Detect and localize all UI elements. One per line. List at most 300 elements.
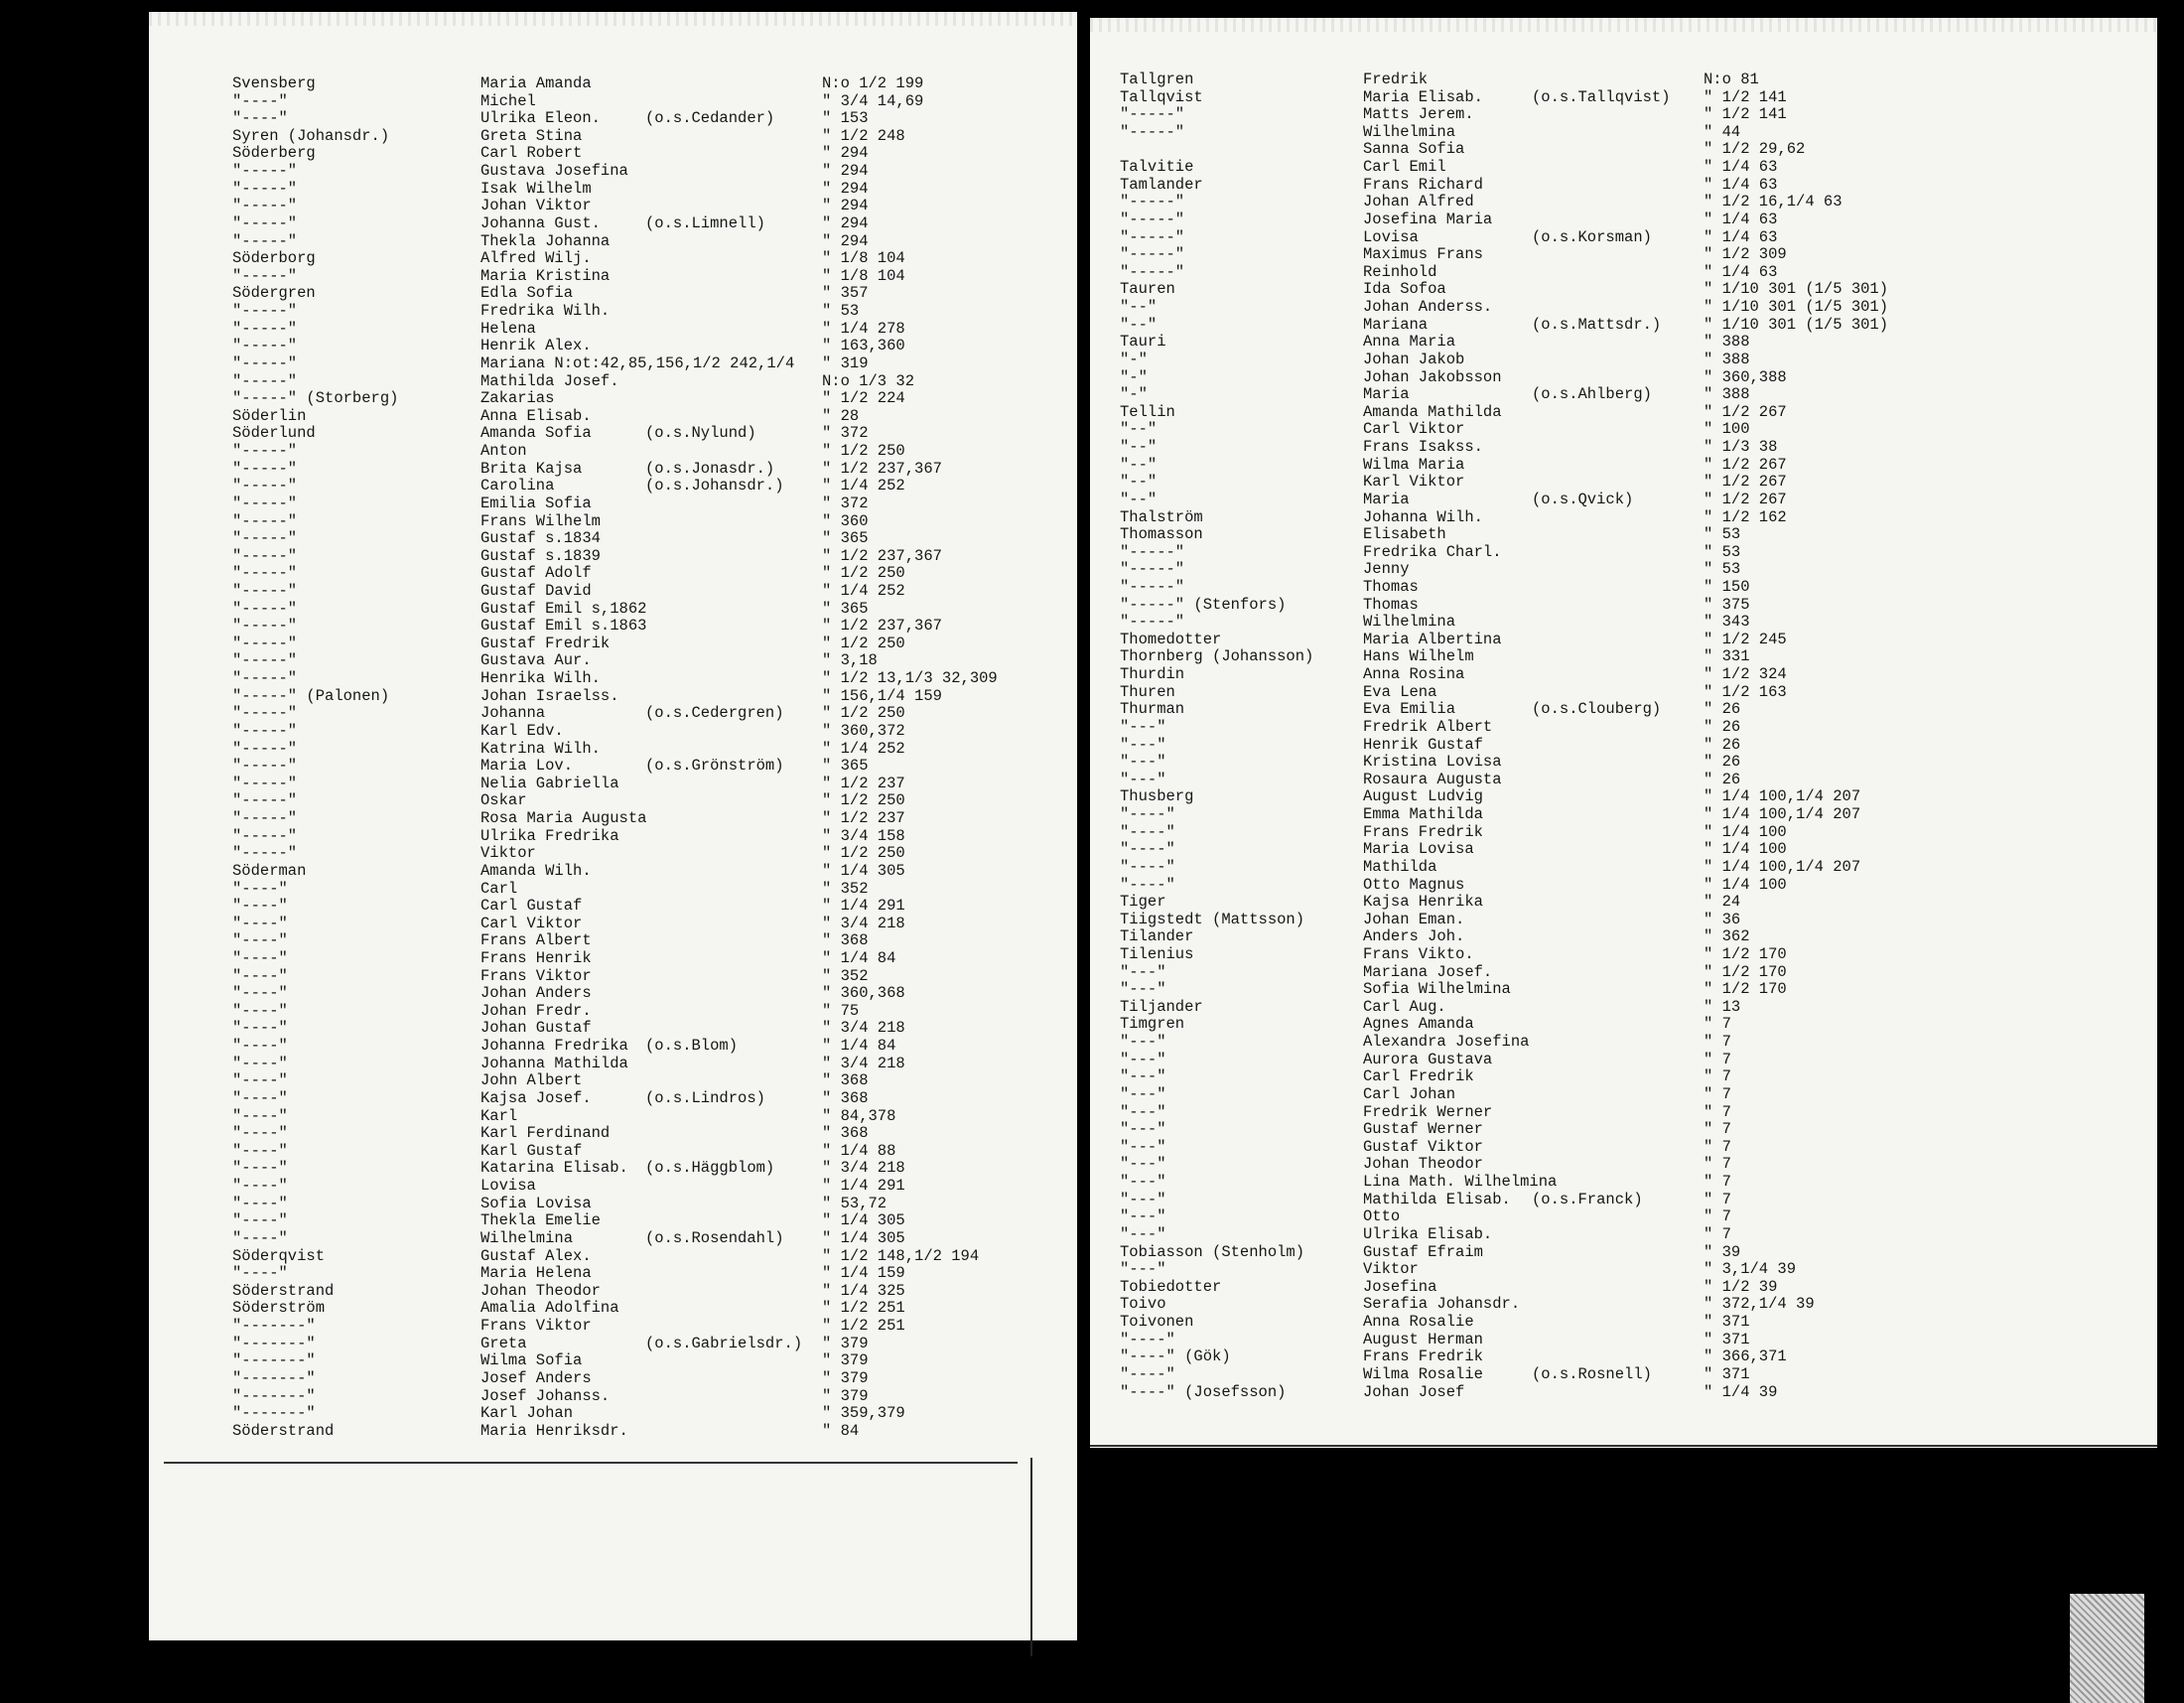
entry-given-name: Hans Wilhelm: [1363, 647, 1474, 666]
entry-given-name: Viktor: [1363, 1260, 1419, 1279]
entry-reference: " 343: [1704, 613, 1750, 632]
register-entry: [1090, 317, 2157, 335]
entry-note: (o.s.Rosnell): [1532, 1364, 1652, 1383]
entry-reference: N:o 81: [1704, 71, 1759, 88]
entry-surname: "---": [1120, 1224, 1166, 1243]
entry-surname: "-----": [1120, 542, 1185, 561]
entry-note: (o.s.Ahlberg): [1532, 385, 1652, 404]
register-entry: [1090, 981, 2157, 999]
entry-surname: "----": [232, 1228, 288, 1247]
register-entry: [149, 916, 1077, 933]
entry-surname: "---": [1120, 1120, 1166, 1139]
entry-surname: "-----": [232, 459, 298, 478]
entry-surname: Talvitie: [1120, 158, 1194, 177]
register-entry: [1090, 1332, 2157, 1349]
entry-reference: " 7: [1704, 1084, 1731, 1103]
register-entry: [1090, 106, 2157, 124]
entry-reference: " 1/2 170: [1704, 962, 1787, 981]
scan-edge-line: [1030, 1458, 1032, 1656]
entry-surname: "-----": [232, 179, 298, 198]
register-entry: [1090, 212, 2157, 229]
entry-reference: " 1/4 100,1/4 207: [1704, 787, 1861, 806]
entry-reference: " 1/4 39: [1704, 1382, 1778, 1401]
register-entry: [1090, 1052, 2157, 1069]
entry-surname: Tobiedotter: [1120, 1277, 1222, 1296]
entry-reference: " 1/2 309: [1704, 245, 1787, 264]
entry-note: (o.s.Tallqvist): [1532, 87, 1671, 106]
entry-given-name: Lovisa: [480, 1177, 536, 1196]
entry-given-name: Karl Viktor: [1363, 473, 1465, 492]
register-entry: [149, 1143, 1077, 1161]
register-entry: [1090, 1034, 2157, 1052]
register-entry: [1090, 124, 2157, 142]
entry-reference: " 1/2 237: [822, 774, 905, 792]
entry-given-name: Maximus Frans: [1363, 245, 1483, 264]
register-entry: [149, 776, 1077, 793]
register-entry: [149, 1388, 1077, 1406]
entry-reference: " 3,1/4 39: [1704, 1260, 1797, 1279]
entry-surname: "---": [1120, 753, 1166, 772]
register-entry: [1090, 509, 2157, 527]
entry-note: (o.s.Blom): [645, 1037, 739, 1056]
entry-given-name: Gustaf s.1839: [480, 546, 601, 565]
entry-given-name: Rosa Maria Augusta: [480, 809, 647, 828]
register-entry: [1090, 841, 2157, 859]
entry-note: (o.s.Rosendahl): [645, 1228, 784, 1247]
entry-given-name: Frans Viktor: [480, 1317, 592, 1336]
entry-surname: "-----": [232, 162, 298, 181]
entry-reference: " 1/4 291: [822, 1177, 905, 1196]
entry-surname: "---": [1120, 962, 1166, 981]
entry-given-name: Carl Johan: [1363, 1084, 1456, 1103]
register-entry: [1090, 1279, 2157, 1297]
register-entry: [149, 636, 1077, 653]
entry-given-name: Anders Joh.: [1363, 927, 1465, 946]
entry-reference: " 1/2 148,1/2 194: [822, 1246, 980, 1265]
register-entry: [149, 1336, 1077, 1353]
entry-surname: Söderstrand: [232, 1281, 335, 1300]
entry-given-name: Karl Ferdinand: [480, 1124, 611, 1143]
entry-reference: " 1/2 267: [1704, 490, 1787, 508]
entry-surname: "---": [1120, 1207, 1166, 1226]
entry-reference: " 39: [1704, 1242, 1741, 1261]
entry-reference: " 372: [822, 494, 869, 512]
register-entry: [149, 443, 1077, 461]
entry-note: (o.s.Franck): [1532, 1190, 1643, 1208]
entry-reference: " 1/2 267: [1704, 473, 1787, 492]
entry-reference: " 3/4 14,69: [822, 91, 924, 110]
entry-reference: " 53: [822, 302, 860, 321]
entry-surname: Thurdin: [1120, 665, 1185, 684]
entry-reference: " 372: [822, 424, 869, 443]
register-entry: [149, 1248, 1077, 1266]
entry-given-name: Thomas: [1363, 595, 1419, 614]
register-list-left: [149, 12, 1077, 1640]
entry-surname: "-----" (Stenfors): [1120, 595, 1287, 614]
register-entry: [149, 181, 1077, 199]
entry-reference: " 24: [1704, 893, 1741, 912]
entry-surname: "-------": [232, 1351, 316, 1370]
entry-reference: " 371: [1704, 1313, 1750, 1332]
entry-given-name: Aurora Gustava: [1363, 1050, 1493, 1068]
entry-surname: Thurman: [1120, 700, 1185, 719]
entry-given-name: Anna Elisab.: [480, 406, 592, 425]
entry-surname: "-----": [232, 809, 298, 828]
entry-reference: " 1/4 305: [822, 861, 905, 880]
register-entry: [1090, 1192, 2157, 1209]
register-entry: [149, 881, 1077, 899]
register-entry: [149, 1108, 1077, 1126]
entry-given-name: Amanda Wilh.: [480, 861, 592, 880]
entry-note: (o.s.Lindros): [645, 1088, 765, 1107]
register-entry: [1090, 946, 2157, 964]
entry-reference: " 1/2 237: [822, 809, 905, 828]
entry-given-name: Carolina: [480, 477, 555, 496]
register-entry: [1090, 1104, 2157, 1122]
register-entry: [149, 1212, 1077, 1230]
entry-given-name: August Herman: [1363, 1330, 1483, 1348]
entry-reference: " 1/2 251: [822, 1299, 905, 1318]
register-entry: [1090, 369, 2157, 387]
entry-reference: " 1/4 88: [822, 1141, 896, 1160]
entry-given-name: Anna Maria: [1363, 333, 1456, 352]
entry-given-name: Mathilda: [1363, 857, 1437, 876]
entry-surname: "-------": [232, 1334, 316, 1352]
entry-given-name: Mariana Josef.: [1363, 962, 1493, 981]
entry-given-name: Mariana N:ot:42,85,156,1/2 242,1/4: [480, 354, 795, 372]
entry-surname: Tauren: [1120, 280, 1175, 299]
register-entry: [149, 285, 1077, 303]
register-entry: [149, 652, 1077, 670]
entry-given-name: Katarina Elisab.: [480, 1159, 628, 1178]
entry-surname: "----": [232, 1194, 288, 1212]
register-entry: [1090, 912, 2157, 929]
entry-given-name: Matts Jerem.: [1363, 105, 1474, 124]
entry-reference: " 1/8 104: [822, 249, 905, 268]
entry-surname: "----": [232, 91, 288, 110]
register-entry: [1090, 772, 2157, 789]
entry-surname: "-----": [1120, 613, 1185, 632]
entry-given-name: Carl Emil: [1363, 158, 1446, 177]
entry-surname: "-----": [1120, 105, 1185, 124]
register-entry: [1090, 89, 2157, 107]
entry-surname: "----": [232, 1211, 288, 1230]
right-page: [1090, 18, 2157, 1448]
entry-surname: "-----": [232, 319, 298, 338]
entry-surname: "----": [232, 897, 288, 916]
entry-reference: " 75: [822, 1001, 860, 1020]
register-entry: [149, 408, 1077, 426]
entry-surname: "--": [1120, 490, 1158, 508]
entry-surname: "-----": [232, 494, 298, 512]
entry-reference: " 375: [1704, 595, 1750, 614]
entry-given-name: Henrik Alex.: [480, 337, 592, 355]
entry-surname: "----": [232, 1019, 288, 1038]
entry-given-name: Johan Theodor: [480, 1281, 601, 1300]
entry-surname: "-": [1120, 367, 1148, 386]
entry-reference: " 1/2 163: [1704, 682, 1787, 701]
register-entry: [1090, 439, 2157, 457]
entry-reference: " 1/2 13,1/3 32,309: [822, 669, 998, 688]
entry-surname: Tiljander: [1120, 997, 1203, 1016]
register-entry: [1090, 666, 2157, 684]
entry-given-name: Isak Wilhelm: [480, 179, 592, 198]
entry-given-name: Maria Kristina: [480, 266, 611, 285]
entry-given-name: Mariana: [1363, 315, 1429, 334]
entry-given-name: Eva Lena: [1363, 682, 1437, 701]
entry-surname: "----": [232, 109, 288, 128]
entry-given-name: Gustaf David: [480, 581, 592, 600]
register-entry: [149, 863, 1077, 881]
register-entry: [1090, 1244, 2157, 1262]
register-entry: [149, 1318, 1077, 1336]
entry-given-name: Michel: [480, 91, 536, 110]
entry-given-name: Johan Josef: [1363, 1382, 1465, 1401]
entry-reference: " 360: [822, 511, 869, 530]
register-entry: [1090, 579, 2157, 597]
register-entry: [149, 758, 1077, 776]
entry-reference: " 359,379: [822, 1404, 905, 1423]
register-entry: [149, 810, 1077, 828]
entry-surname: "-----": [1120, 245, 1185, 264]
entry-reference: " 1/10 301 (1/5 301): [1704, 315, 1889, 334]
entry-given-name: Gustaf Emil s,1862: [480, 599, 647, 618]
entry-given-name: Otto: [1363, 1207, 1401, 1226]
entry-given-name: Gustaf Werner: [1363, 1120, 1483, 1139]
register-entry: [149, 425, 1077, 443]
entry-surname: "-----": [1120, 577, 1185, 596]
entry-reference: " 362: [1704, 927, 1750, 946]
register-entry: [149, 145, 1077, 163]
register-entry: [1090, 684, 2157, 702]
entry-reference: " 1/2 224: [822, 389, 905, 408]
entry-reference: " 26: [1704, 700, 1741, 719]
entry-given-name: Carl Gustaf: [480, 897, 583, 916]
register-entry: [1090, 824, 2157, 842]
entry-surname: "-------": [232, 1368, 316, 1387]
entry-given-name: Anton: [480, 442, 527, 461]
entry-surname: "----": [1120, 1364, 1175, 1383]
register-entry: [149, 932, 1077, 950]
entry-reference: " 7: [1704, 1224, 1731, 1243]
entry-given-name: Gustava Josefina: [480, 162, 628, 181]
entry-reference: " 1/2 141: [1704, 87, 1787, 106]
entry-surname: "----": [232, 914, 288, 932]
entry-surname: Tiger: [1120, 893, 1166, 912]
entry-reference: " 1/10 301 (1/5 301): [1704, 280, 1889, 299]
entry-surname: "----": [232, 879, 288, 898]
entry-reference: " 360,372: [822, 721, 905, 740]
entry-given-name: Ulrika Fredrika: [480, 826, 619, 845]
entry-note: (o.s.Grönström): [645, 757, 784, 776]
entry-surname: "----": [232, 1264, 288, 1283]
register-entry: [149, 670, 1077, 688]
register-list-right: [1090, 18, 2157, 1448]
entry-given-name: Fredrika Charl.: [1363, 542, 1502, 561]
entry-reference: " 28: [822, 406, 860, 425]
entry-surname: "-----": [1120, 227, 1185, 246]
entry-reference: " 1/4 100,1/4 207: [1704, 805, 1861, 824]
entry-reference: " 371: [1704, 1364, 1750, 1383]
register-entry: [149, 303, 1077, 321]
entry-surname: Söderlund: [232, 424, 316, 443]
entry-reference: " 368: [822, 1124, 869, 1143]
bottom-rule: [164, 1462, 1018, 1464]
entry-reference: " 294: [822, 179, 869, 198]
entry-given-name: Lina Math. Wilhelmina: [1363, 1173, 1558, 1192]
entry-given-name: Johan Israelss.: [480, 686, 619, 705]
register-entry: [149, 478, 1077, 496]
entry-surname: "---": [1120, 980, 1166, 999]
entry-given-name: Carl Aug.: [1363, 997, 1446, 1016]
entry-reference: " 379: [822, 1334, 869, 1352]
entry-given-name: Viktor: [480, 844, 536, 863]
entry-given-name: Johan Anders: [480, 984, 592, 1003]
entry-reference: " 26: [1704, 770, 1741, 788]
entry-reference: " 7: [1704, 1102, 1731, 1121]
entry-surname: "----": [232, 1071, 288, 1090]
entry-reference: " 7: [1704, 1015, 1731, 1034]
entry-reference: " 1/2 29,62: [1704, 140, 1806, 159]
register-entry: [149, 1178, 1077, 1196]
entry-given-name: Gustaf Emil s.1863: [480, 617, 647, 636]
register-entry: [149, 1125, 1077, 1143]
entry-reference: " 1/2 250: [822, 564, 905, 583]
entry-surname: "---": [1120, 1067, 1166, 1086]
entry-surname: "---": [1120, 1260, 1166, 1279]
register-entry: [149, 1196, 1077, 1213]
entry-surname: "-----": [232, 757, 298, 776]
entry-reference: " 1/4 325: [822, 1281, 905, 1300]
register-entry: [149, 1020, 1077, 1038]
entry-given-name: Reinhold: [1363, 262, 1437, 281]
entry-given-name: Greta Stina: [480, 126, 583, 145]
register-entry: [1090, 928, 2157, 946]
entry-surname: "-------": [232, 1317, 316, 1336]
entry-surname: Thornberg (Johansson): [1120, 647, 1314, 666]
entry-reference: " 1/2 250: [822, 704, 905, 723]
entry-reference: " 150: [1704, 577, 1750, 596]
register-entry: [149, 163, 1077, 181]
entry-reference: " 366,371: [1704, 1348, 1787, 1366]
entry-reference: " 7: [1704, 1033, 1731, 1052]
entry-reference: " 368: [822, 931, 869, 950]
entry-surname: "----": [1120, 857, 1175, 876]
entry-given-name: Karl Edv.: [480, 721, 564, 740]
entry-given-name: Wilhelmina: [480, 1228, 574, 1247]
entry-given-name: Frans Isakss.: [1363, 438, 1483, 457]
entry-surname: "----": [232, 1106, 288, 1125]
entry-reference: " 3/4 218: [822, 1159, 905, 1178]
register-entry: [1090, 806, 2157, 824]
entry-surname: "-----": [232, 599, 298, 618]
entry-surname: "-----": [1120, 560, 1185, 579]
entry-given-name: Rosaura Augusta: [1363, 770, 1502, 788]
entry-given-name: Gustaf Efraim: [1363, 1242, 1483, 1261]
entry-surname: Tauri: [1120, 333, 1166, 352]
register-entry: [1090, 1139, 2157, 1157]
scan-corner-noise: [2070, 1594, 2144, 1703]
entry-reference: " 7: [1704, 1137, 1731, 1156]
entry-given-name: Carl Viktor: [480, 914, 583, 932]
entry-given-name: Ulrika Eleon.: [480, 109, 601, 128]
register-entry: [1090, 1348, 2157, 1366]
entry-given-name: Johan Eman.: [1363, 910, 1465, 928]
entry-surname: "----" (Gök): [1120, 1348, 1231, 1366]
entry-reference: " 7: [1704, 1155, 1731, 1174]
register-entry: [1090, 894, 2157, 912]
entry-surname: Tellin: [1120, 402, 1175, 421]
entry-given-name: Johan Gustaf: [480, 1019, 592, 1038]
entry-reference: " 331: [1704, 647, 1750, 666]
register-entry: [149, 950, 1077, 968]
entry-note: (o.s.Häggblom): [645, 1159, 775, 1178]
entry-given-name: Karl Gustaf: [480, 1141, 583, 1160]
entry-surname: Tilenius: [1120, 945, 1194, 963]
entry-surname: "-----": [232, 564, 298, 583]
entry-surname: "----": [232, 949, 288, 967]
entry-surname: "----": [232, 1001, 288, 1020]
entry-given-name: Carl: [480, 879, 518, 898]
entry-reference: " 357: [822, 284, 869, 303]
entry-note: (o.s.Qvick): [1532, 490, 1634, 508]
entry-reference: " 1/4 100: [1704, 822, 1787, 841]
entry-surname: Thalström: [1120, 507, 1203, 526]
entry-surname: "--": [1120, 455, 1158, 474]
register-entry: [149, 1038, 1077, 1056]
entry-given-name: Frans Richard: [1363, 175, 1483, 194]
entry-reference: " 153: [822, 109, 869, 128]
entry-given-name: Gustava Aur.: [480, 651, 592, 670]
entry-surname: "-": [1120, 350, 1148, 368]
entry-reference: " 3/4 218: [822, 914, 905, 932]
entry-given-name: Fredrik Werner: [1363, 1102, 1493, 1121]
entry-given-name: Amanda Mathilda: [1363, 402, 1502, 421]
entry-given-name: Oskar: [480, 791, 527, 810]
entry-given-name: Helena: [480, 319, 536, 338]
entry-surname: "-": [1120, 385, 1148, 404]
entry-surname: "-----": [232, 721, 298, 740]
entry-reference: " 100: [1704, 420, 1750, 439]
entry-surname: "-----": [232, 739, 298, 758]
entry-reference: " 1/4 63: [1704, 158, 1778, 177]
entry-reference: " 13: [1704, 997, 1741, 1016]
entry-surname: "-----": [232, 617, 298, 636]
register-entry: [149, 705, 1077, 723]
register-entry: [1090, 1174, 2157, 1192]
register-entry: [1090, 999, 2157, 1017]
entry-surname: "---": [1120, 1190, 1166, 1208]
entry-given-name: Wilma Rosalie: [1363, 1364, 1483, 1383]
entry-surname: Tobiasson (Stenholm): [1120, 1242, 1305, 1261]
entry-reference: " 36: [1704, 910, 1741, 928]
register-entry: [1090, 141, 2157, 159]
entry-surname: "-----": [232, 529, 298, 548]
entry-surname: Söderman: [232, 861, 307, 880]
entry-given-name: Ulrika Elisab.: [1363, 1224, 1493, 1243]
entry-surname: Tilander: [1120, 927, 1194, 946]
register-entry: [1090, 159, 2157, 177]
entry-surname: "----": [232, 1088, 288, 1107]
register-entry: [149, 548, 1077, 566]
entry-given-name: Johanna Mathilda: [480, 1054, 628, 1072]
entry-given-name: Ida Sofoa: [1363, 280, 1446, 299]
entry-surname: "-----": [232, 704, 298, 723]
entry-given-name: Thekla Johanna: [480, 231, 611, 250]
entry-surname: "---": [1120, 1050, 1166, 1068]
register-entry: [149, 1090, 1077, 1108]
entry-given-name: Carl Viktor: [1363, 420, 1465, 439]
